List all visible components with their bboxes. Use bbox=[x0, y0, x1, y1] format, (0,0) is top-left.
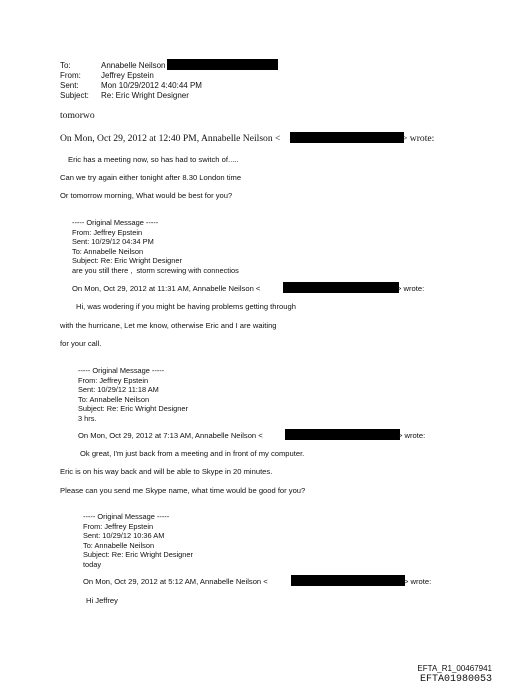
footer-ref-1: EFTA_R1_00467941 bbox=[417, 664, 492, 673]
footer-ref-2: EFTA01980053 bbox=[419, 674, 492, 685]
original-message-2: ----- Original Message ----- From: Jeffrey Epstein Sent: 10/29/12 11:18 AM To: Annabelle Neilson Subject: Re: Eric Wright Designer 3 hrs. bbox=[78, 366, 188, 423]
msg3-line-1: Ok great, I'm just back from a meeting and in front of my computer. bbox=[80, 449, 305, 458]
redaction-bar bbox=[290, 132, 404, 143]
msg3-line-3: Please can you send me Skype name, what time would be good for you? bbox=[60, 486, 306, 495]
quote-wrote-2: > wrote: bbox=[397, 284, 425, 293]
msg2-line-3: for your call. bbox=[60, 339, 102, 348]
original-message-3: ----- Original Message ----- From: Jeffrey Epstein Sent: 10/29/12 10:36 AM To: Annabelle Neilson Subject: Re: Eric Wright Designer today bbox=[83, 512, 193, 569]
header-from-label: From: bbox=[60, 71, 81, 80]
header-sent-label: Sent: bbox=[60, 81, 79, 90]
redaction-bar bbox=[291, 575, 405, 586]
msg1-line-2: Can we try again either tonight after 8.30 London time bbox=[60, 173, 242, 182]
redaction-bar bbox=[167, 59, 278, 70]
header-from-value: Jeffrey Epstein bbox=[101, 71, 154, 80]
header-to-value: Annabelle Neilson bbox=[101, 61, 166, 70]
original-message-1: ----- Original Message ----- From: Jeffrey Epstein Sent: 10/29/12 04:34 PM To: Annabelle Neilson Subject: Re: Eric Wright Designer are you still there , storm screwing with connectios bbox=[72, 218, 239, 275]
quote-wrote-1: > wrote: bbox=[402, 133, 435, 144]
quote-header-2: On Mon, Oct 29, 2012 at 11:31 AM, Annabelle Neilson < bbox=[72, 284, 261, 293]
msg4-greeting: Hi Jeffrey bbox=[86, 596, 118, 605]
quote-header-4: On Mon, Oct 29, 2012 at 5:12 AM, Annabelle Neilson < bbox=[83, 577, 268, 586]
quote-wrote-4: > wrote: bbox=[404, 577, 432, 586]
quote-header-1: On Mon, Oct 29, 2012 at 12:40 PM, Annabelle Neilson < bbox=[60, 133, 281, 144]
quote-header-3: On Mon, Oct 29, 2012 at 7:13 AM, Annabelle Neilson < bbox=[78, 431, 263, 440]
msg2-line-2: with the hurricane, Let me know, otherwise Eric and I are waiting bbox=[60, 321, 277, 330]
msg3-line-2: Eric is on his way back and will be able to Skype in 20 minutes. bbox=[60, 467, 273, 476]
header-sent-value: Mon 10/29/2012 4:40:44 PM bbox=[101, 81, 202, 90]
header-to-label: To: bbox=[60, 61, 71, 70]
reply-text: tomorwo bbox=[60, 110, 95, 121]
msg1-line-3: Or tomorrow morning, What would be best for you? bbox=[60, 191, 233, 200]
msg1-line-1: Eric has a meeting now, so has had to switch of..... bbox=[68, 155, 239, 164]
redaction-bar bbox=[283, 282, 399, 293]
quote-wrote-3: > wrote: bbox=[398, 431, 426, 440]
redaction-bar bbox=[285, 429, 400, 440]
header-subject-label: Subject: bbox=[60, 91, 89, 100]
msg2-line-1: Hi, was wodering if you might be having problems getting through bbox=[76, 302, 296, 311]
header-subject-value: Re: Eric Wright Designer bbox=[101, 91, 189, 100]
